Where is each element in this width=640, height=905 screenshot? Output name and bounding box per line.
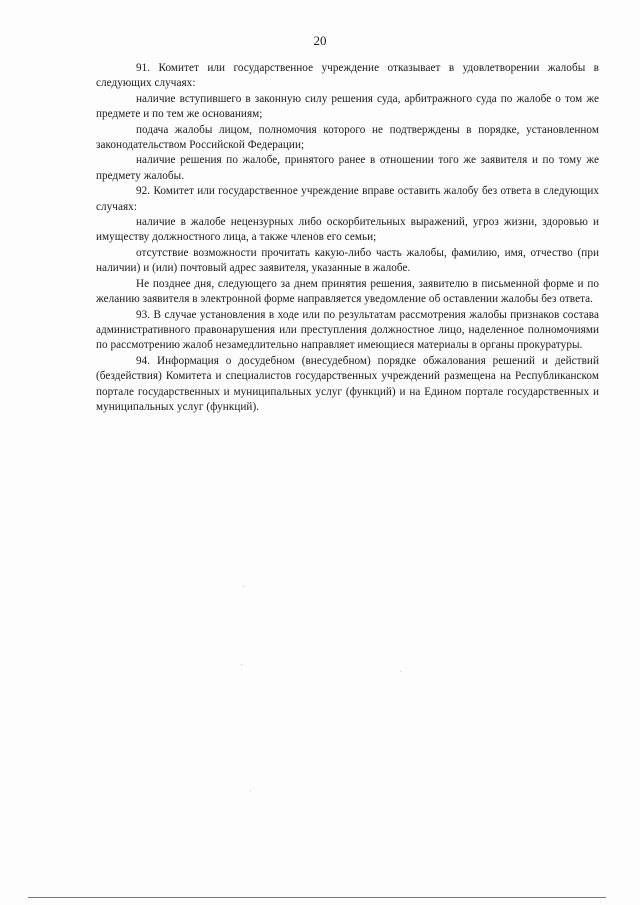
- document-body: [96, 61, 599, 415]
- paragraph-91-item-2: подача жалобы лицом, полномочия которого не подтверждены в порядке, установленном законодательством Российской Федерации;: [96, 123, 599, 152]
- scan-speck: [400, 671, 401, 672]
- paragraph-92-item-1: наличие в жалобе нецензурных либо оскорбительных выражений, угроз жизни, здоровью и имуществу должностного лица, а также членов его семьи;: [96, 216, 599, 244]
- paragraph-91: 91. Комитет или государственное учреждение отказывает в удовлетворении жалобы в следующих случаях:: [96, 62, 599, 90]
- paragraph-91-item-1: наличие вступившего в законную силу решения суда, арбитражного суда по жалобе о том же предмете и по тем же основаниям;: [96, 92, 599, 121]
- paragraph-94: 94. Информация о досудебном (внесудебном) порядке обжалования решений и действий (бездействия) Комитета и специалистов государственных учреждений размещена на Республиканском портале государственных и муниципальных услуг (функций) и на Едином портале государственных и муниципальных услуг (функций).: [96, 354, 599, 413]
- scan-bottom-edge: [28, 897, 606, 898]
- scan-speck: [241, 664, 242, 665]
- scan-speck: [250, 790, 251, 791]
- paragraph-92-item-2: отсутствие возможности прочитать какую-либо часть жалобы, фамилию, имя, отчество (при наличии) и (или) почтовый адрес заявителя, указанные в жалобе.: [96, 246, 599, 275]
- page-number: 20: [313, 33, 327, 48]
- scan-speck: [243, 586, 244, 587]
- paragraph-92-notice: Не позднее дня, следующего за днем принятия решения, заявителю в письменной форме и по желанию заявителя в электронной форме направляется уведомление об оставлении жалобы без ответа.: [96, 277, 599, 306]
- paragraph-93: 93. В случае установления в ходе или по результатам рассмотрения жалобы признаков состава административного правонарушения или преступления должностное лицо, наделенное полномочиями по рассмотрению жалоб незамедлительно направляет имеющиеся материалы в органы прокуратуры.: [96, 308, 599, 352]
- paragraph-91-item-3: наличие решения по жалобе, принятого ранее в отношении того же заявителя и по тому же предмету жалобы.: [96, 154, 599, 182]
- paragraph-92: 92. Комитет или государственное учреждение вправе оставить жалобу без ответа в следующих случаях:: [96, 185, 599, 213]
